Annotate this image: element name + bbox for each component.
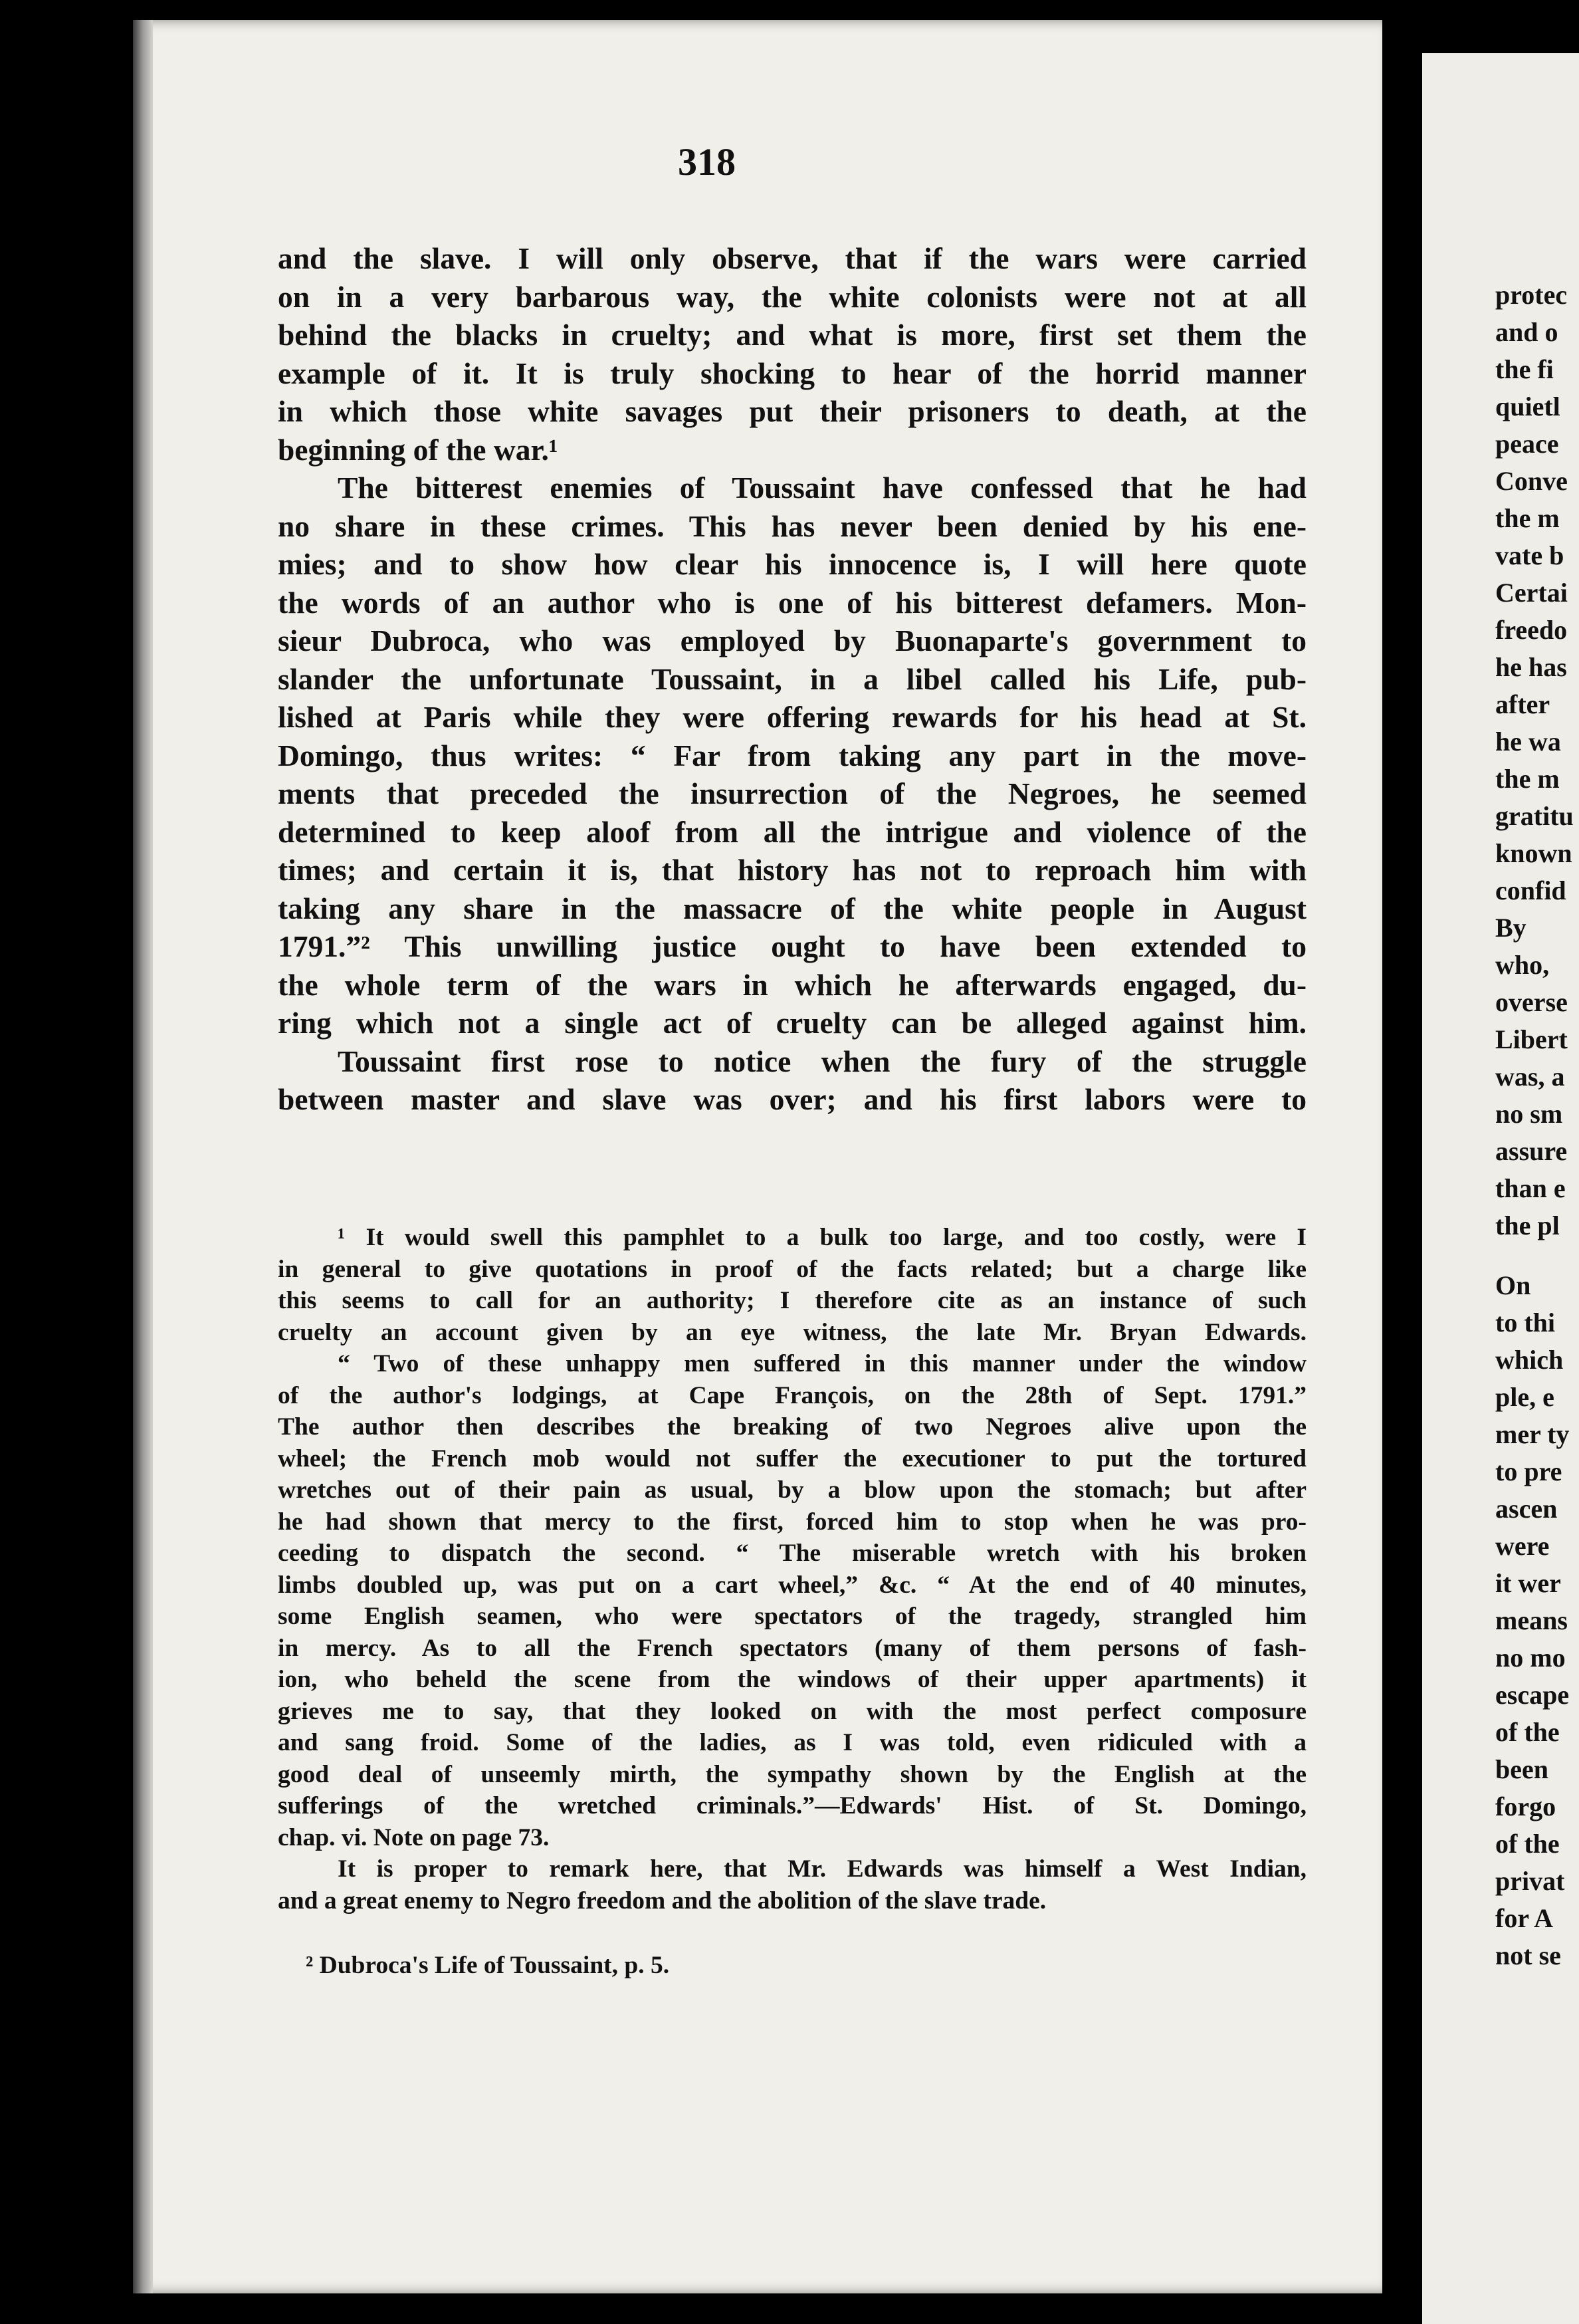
footnote-line: sufferings of the wretched criminals.”—Edwards' Hist. of St. Domingo,: [278, 1792, 1307, 1819]
body-line: behind the blacks in cruelty; and what is more, first set them the: [278, 318, 1307, 352]
facing-page-line: were: [1495, 1530, 1550, 1561]
footnote-line: wheel; the French mob would not suffer the executioner to put the tortured: [278, 1445, 1307, 1472]
facing-page-line: to pre: [1495, 1456, 1562, 1486]
facing-page-line: which: [1495, 1344, 1564, 1375]
facing-page-line: he wa: [1495, 727, 1561, 756]
facing-page-line: the m: [1495, 764, 1560, 794]
facing-page-line: no mo: [1495, 1642, 1566, 1673]
body-line: beginning of the war.¹: [278, 432, 558, 467]
facing-page-line: confid: [1495, 875, 1566, 905]
body-line: lished at Paris while they were offering rewards for his head at St.: [278, 700, 1307, 734]
footnote-line: and sang froid. Some of the ladies, as I was told, even ridiculed with a: [278, 1729, 1307, 1756]
facing-page-line: no sm: [1495, 1099, 1563, 1129]
footnote-line: some English seamen, who were spectators of the tragedy, strangled him: [278, 1603, 1307, 1630]
footnote-1: [278, 1222, 1307, 1917]
body-line: between master and slave was over; and his first labors were to: [278, 1082, 1307, 1116]
facing-page-line: mer ty: [1495, 1419, 1570, 1449]
footnote-line: The author then describes the breaking of two Negroes alive upon the: [278, 1413, 1307, 1441]
facing-page-line: after: [1495, 689, 1550, 719]
facing-page-line: Certai: [1495, 578, 1568, 608]
footnote-line: limbs doubled up, was put on a cart wheel,” &c. “ At the end of 40 minutes,: [278, 1571, 1307, 1599]
facing-page-line: he has: [1495, 652, 1567, 682]
footnote-line: ion, who beheld the scene from the windows of their upper apartments) it: [278, 1666, 1307, 1693]
footnote-line: in general to give quotations in proof of the facts related; but a charge like: [278, 1255, 1307, 1283]
footnote-2: ² Dubroca's Life of Toussaint, p. 5.: [306, 1952, 670, 1979]
footnote-line: “ Two of these unhappy men suffered in this manner under the window: [338, 1350, 1307, 1377]
facing-page-line: been: [1495, 1754, 1548, 1784]
footnote-line: ¹ It would swell this pamphlet to a bulk too large, and too costly, were I: [338, 1224, 1307, 1251]
body-line: and the slave. I will only observe, that if the wars were carried: [278, 241, 1307, 275]
footnote-line: of the author's lodgings, at Cape François, on the 28th of Sept. 1791.”: [278, 1381, 1307, 1409]
facing-page-line: Libert: [1495, 1024, 1568, 1054]
body-line: on in a very barbarous way, the white colonists were not at all: [278, 279, 1307, 314]
body-line: determined to keep aloof from all the intrigue and violence of the: [278, 814, 1307, 849]
facing-page-line: assure: [1495, 1136, 1568, 1166]
facing-page-line: escape: [1495, 1679, 1570, 1710]
facing-page-line: the m: [1495, 503, 1560, 533]
footnote-line: cruelty an account given by an eye witness, the late Mr. Bryan Edwards.: [278, 1318, 1307, 1346]
body-line: the words of an author who is one of his bitterest defamers. Mon-: [278, 585, 1307, 620]
body-line: times; and certain it is, that history has not to reproach him with: [278, 853, 1307, 887]
body-line: the whole term of the wars in which he afterwards engaged, du-: [278, 967, 1307, 1002]
facing-page-fragment: [1422, 53, 1579, 2324]
body-line: 1791.”² This unwilling justice ought to have been extended to: [278, 929, 1307, 963]
facing-page-line: peace: [1495, 429, 1559, 459]
body-line: sieur Dubroca, who was employed by Buonaparte's government to: [278, 624, 1307, 657]
facing-page-line: was, a: [1495, 1062, 1565, 1092]
body-line: in which those white savages put their prisoners to death, at the: [278, 394, 1307, 428]
body-line: Toussaint first rose to notice when the fury of the struggle: [338, 1044, 1307, 1078]
facing-page-line: means: [1495, 1605, 1568, 1635]
body-line: ring which not a single act of cruelty can be alleged against him.: [278, 1006, 1307, 1040]
facing-page-line: By: [1495, 913, 1526, 943]
facing-page-line: to thi: [1495, 1307, 1555, 1337]
footnote-line: good deal of unseemly mirth, the sympathy shown by the English at the: [278, 1760, 1307, 1788]
facing-page-line: protec: [1495, 280, 1568, 310]
facing-page-line: for A: [1495, 1903, 1554, 1933]
facing-page-line: On: [1495, 1270, 1531, 1300]
page-number: 318: [678, 140, 736, 183]
body-line: The bitterest enemies of Toussaint have confessed that he had: [338, 471, 1307, 505]
facing-page-line: the fi: [1495, 354, 1554, 384]
body-line: slander the unfortunate Toussaint, in a libel called his Life, pub-: [278, 661, 1307, 696]
facing-page-line: and o: [1495, 317, 1558, 347]
scan-left-edge: [0, 0, 126, 2324]
body-line: taking any share in the massacre of the white people in August: [278, 891, 1307, 925]
footnote-line: chap. vi. Note on page 73.: [278, 1823, 550, 1851]
footnote-line: in mercy. As to all the French spectators (many of them persons of fash-: [278, 1634, 1307, 1662]
facing-page-line: gratitu: [1495, 801, 1574, 831]
facing-page-line: ple, e: [1495, 1381, 1554, 1412]
footnote-line: he had shown that mercy to the first, forced him to stop when he was pro-: [278, 1508, 1307, 1536]
facing-page-line: forgo: [1495, 1791, 1556, 1821]
body-line: ments that preceded the insurrection of the Negroes, he seemed: [278, 776, 1307, 810]
facing-page-line: known: [1495, 838, 1572, 868]
body-text: [278, 239, 1307, 1119]
facing-page-line: vate b: [1495, 540, 1564, 570]
facing-page-line: freedo: [1495, 615, 1568, 645]
footnote-line: grieves me to say, that they looked on with the most perfect composure: [278, 1697, 1307, 1725]
footnote-line: this seems to call for an authority; I therefore cite as an instance of such: [278, 1287, 1307, 1314]
facing-page-line: overse: [1495, 987, 1568, 1017]
facing-page-line: of the: [1495, 1716, 1560, 1747]
facing-page-line: quietl: [1495, 392, 1560, 421]
page-gutter: [1382, 0, 1422, 2324]
page-spine-shadow: [133, 20, 153, 2293]
facing-page-line: than e: [1495, 1173, 1566, 1203]
footnote-line: It is proper to remark here, that Mr. Edwards was himself a West Indian,: [338, 1855, 1307, 1883]
facing-page-line: Conve: [1495, 466, 1568, 496]
footnote-line: and a great enemy to Negro freedom and the abolition of the slave trade.: [278, 1887, 1047, 1915]
facing-page-line: it wer: [1495, 1568, 1561, 1598]
body-line: no share in these crimes. This has never been denied by his ene-: [278, 509, 1307, 543]
footnote-line: ceeding to dispatch the second. “ The miserable wretch with his broken: [278, 1540, 1307, 1567]
body-line: mies; and to show how clear his innocence is, I will here quote: [278, 547, 1307, 581]
facing-page-line: who,: [1495, 950, 1550, 980]
body-line: Domingo, thus writes: “ Far from taking any part in the move-: [278, 738, 1307, 772]
facing-page-line: not se: [1495, 1940, 1561, 1970]
facing-page-line: privat: [1495, 1865, 1565, 1896]
facing-page-line: the pl: [1495, 1211, 1560, 1240]
facing-page-line: ascen: [1495, 1493, 1558, 1524]
body-line: example of it. It is truly shocking to hear of the horrid manner: [278, 356, 1307, 390]
facing-page-line: of the: [1495, 1828, 1560, 1859]
footnote-line: wretches out of their pain as usual, by a blow upon the stomach; but after: [278, 1476, 1307, 1504]
